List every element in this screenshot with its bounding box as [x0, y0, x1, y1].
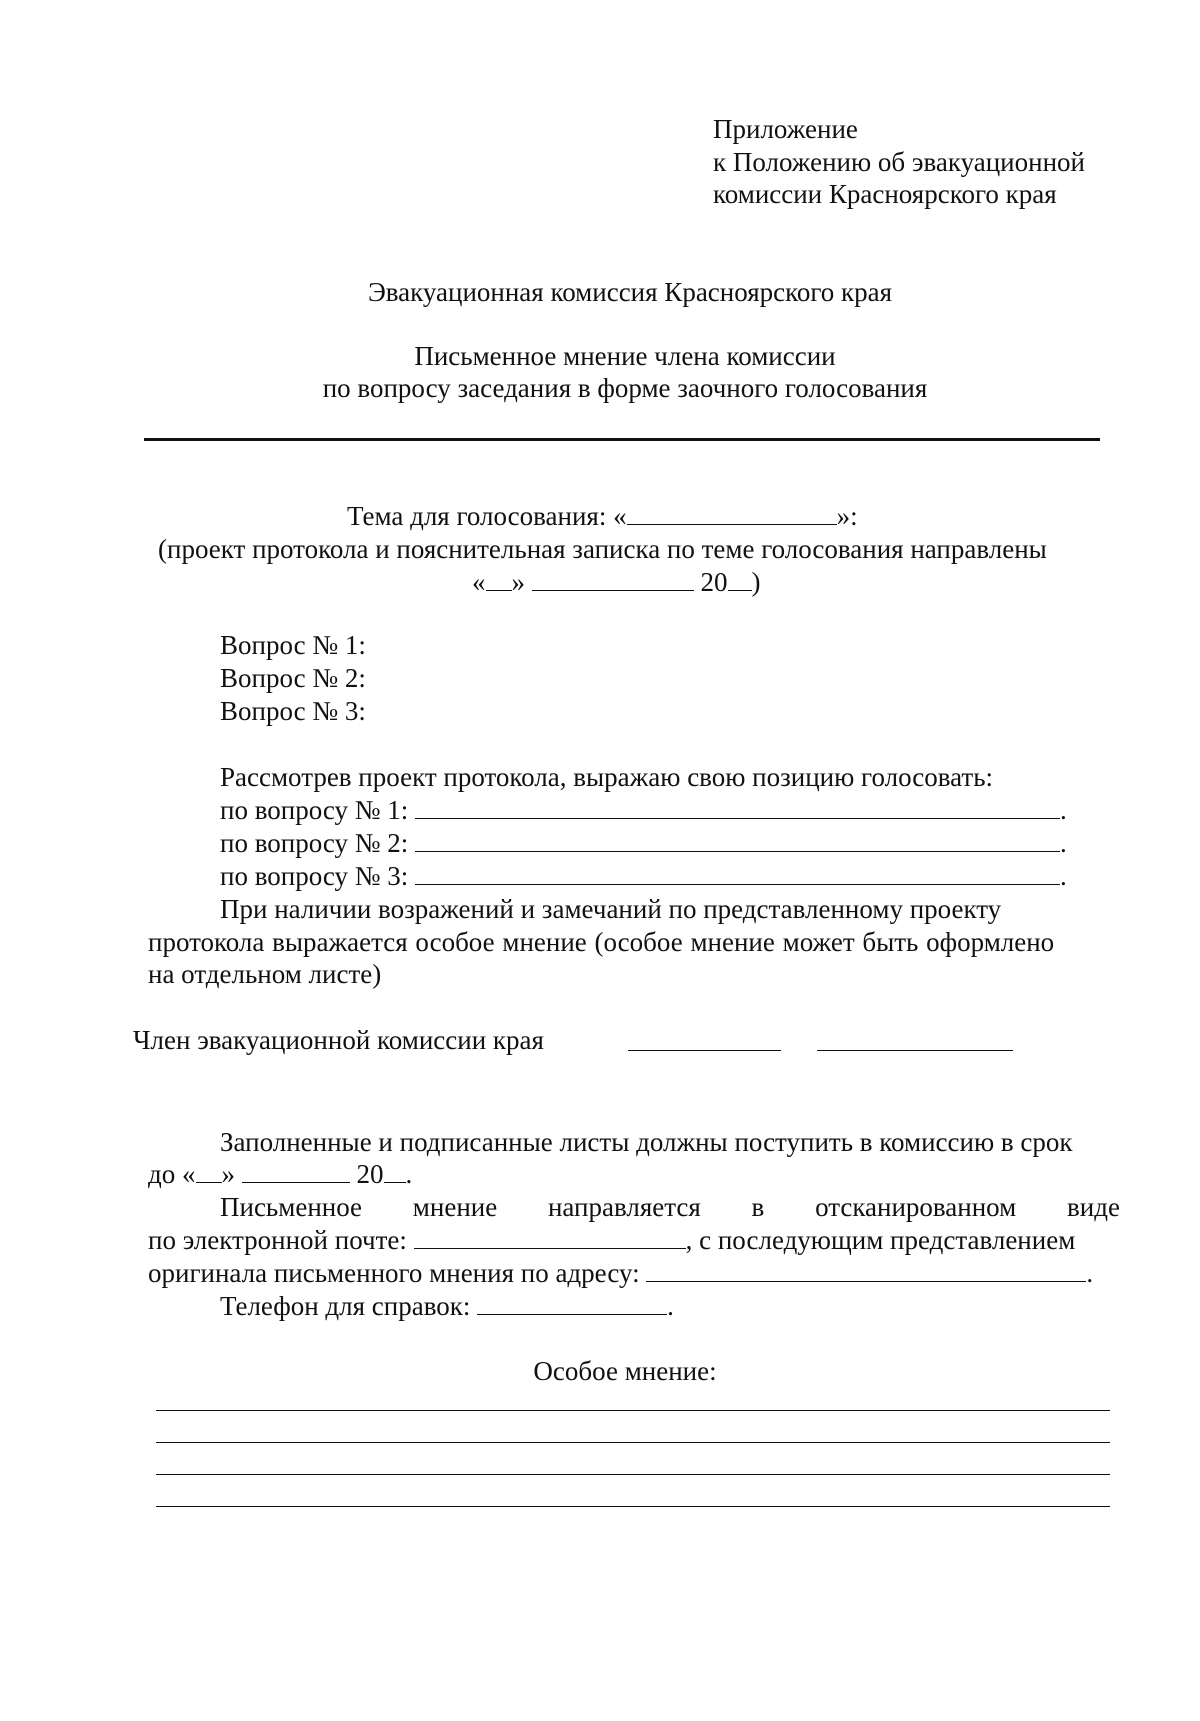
topic-label: Тема для голосования: «: [347, 501, 627, 531]
special-opinion-line-4[interactable]: [156, 1506, 1110, 1507]
topic-close: »:: [836, 501, 858, 531]
topic-line: [347, 500, 858, 533]
deadline-end: .: [405, 1159, 413, 1189]
deadline-day-field[interactable]: [196, 1158, 222, 1183]
answer-label-2: по вопросу № 2:: [220, 828, 409, 858]
special-opinion-line-2[interactable]: [156, 1442, 1110, 1443]
email-word: направляется: [547, 1192, 701, 1222]
answer-field-2[interactable]: [415, 827, 1060, 852]
header-divider: [144, 438, 1100, 441]
answer-field-1[interactable]: [415, 794, 1060, 819]
question-1: Вопрос № 1:: [220, 630, 366, 660]
phone-label: Телефон для справок:: [220, 1291, 471, 1321]
date-year-field[interactable]: [728, 566, 752, 591]
deadline-quote: »: [221, 1159, 235, 1189]
date-open-quote: «: [472, 567, 486, 597]
answer-field-3[interactable]: [415, 860, 1060, 885]
appendix-line-1: Приложение: [713, 114, 858, 144]
email-field[interactable]: [414, 1224, 686, 1249]
email-word: Письменное: [220, 1192, 363, 1222]
answer-period: .: [1060, 861, 1067, 891]
date-close-quote: »: [511, 567, 525, 597]
question-2: Вопрос № 2:: [220, 663, 366, 693]
deadline-month-field[interactable]: [242, 1158, 350, 1183]
answer-row-3: [220, 860, 1067, 893]
phone-end: .: [667, 1291, 674, 1321]
address-end: .: [1086, 1258, 1094, 1288]
email-line-2: [148, 1224, 1075, 1257]
answer-row-1: [220, 794, 1067, 827]
email-line-1: [220, 1191, 1120, 1224]
topic-date: [472, 566, 761, 599]
address-label: оригинала письменного мнения по адресу:: [148, 1258, 640, 1288]
deadline-year-prefix: 20: [356, 1159, 384, 1189]
signature-label: Член эвакуационной комиссии края: [133, 1025, 544, 1055]
phone-line: [220, 1290, 674, 1323]
organization-title: Эвакуационная комиссия Красноярского края: [367, 277, 893, 307]
answer-period: .: [1060, 828, 1067, 858]
deadline-prefix: до «: [148, 1159, 196, 1189]
objections-line-3: на отдельном листе): [148, 959, 382, 989]
document-title-line-1: Письменное мнение члена комиссии: [414, 341, 836, 371]
topic-note: (проект протокола и пояснительная записка по теме голосования направлены: [158, 534, 1047, 564]
email-word: мнение: [412, 1192, 498, 1222]
date-day-field[interactable]: [486, 566, 512, 591]
address-field[interactable]: [646, 1257, 1086, 1282]
answer-label-1: по вопросу № 1:: [220, 795, 409, 825]
answer-label-3: по вопросу № 3:: [220, 861, 409, 891]
answer-period: .: [1060, 795, 1067, 825]
appendix-line-2: к Положению об эвакуационной: [713, 147, 1085, 177]
date-year-prefix: 20: [700, 567, 728, 597]
date-month-field[interactable]: [532, 566, 694, 591]
answer-row-2: [220, 827, 1067, 860]
special-opinion-title: Особое мнение:: [533, 1356, 717, 1386]
objections-line-1: [220, 893, 1100, 926]
email-suffix: , с последующим представлением: [685, 1225, 1076, 1255]
question-3: Вопрос № 3:: [220, 696, 366, 726]
phone-field[interactable]: [477, 1290, 667, 1315]
appendix-line-3: комиссии Красноярского края: [713, 179, 1057, 209]
signature-name-field[interactable]: [817, 1050, 1013, 1051]
address-line: [148, 1257, 1093, 1290]
special-opinion-line-3[interactable]: [156, 1474, 1110, 1475]
topic-field[interactable]: [627, 500, 837, 525]
deadline-year-field[interactable]: [384, 1158, 406, 1183]
objections-text-1: При наличии возражений и замечаний по представленному проекту: [220, 894, 1002, 924]
position-intro: Рассмотрев проект протокола, выражаю свою позицию голосовать:: [220, 762, 994, 792]
signature-field[interactable]: [628, 1050, 781, 1051]
email-label: по электронной почте:: [148, 1225, 407, 1255]
date-close-paren: ): [751, 567, 761, 597]
email-word: отсканированном: [815, 1192, 1017, 1222]
email-word: виде: [1067, 1192, 1120, 1222]
document-title-line-2: по вопросу заседания в форме заочного голосования: [322, 373, 928, 403]
email-word: в: [751, 1192, 765, 1222]
special-opinion-line-1[interactable]: [156, 1410, 1110, 1411]
deadline-line-1: Заполненные и подписанные листы должны поступить в комиссию в срок: [220, 1127, 1073, 1157]
objections-line-2: протокола выражается особое мнение (особое мнение может быть оформлено: [148, 927, 1055, 957]
deadline-line-2: [148, 1158, 412, 1191]
